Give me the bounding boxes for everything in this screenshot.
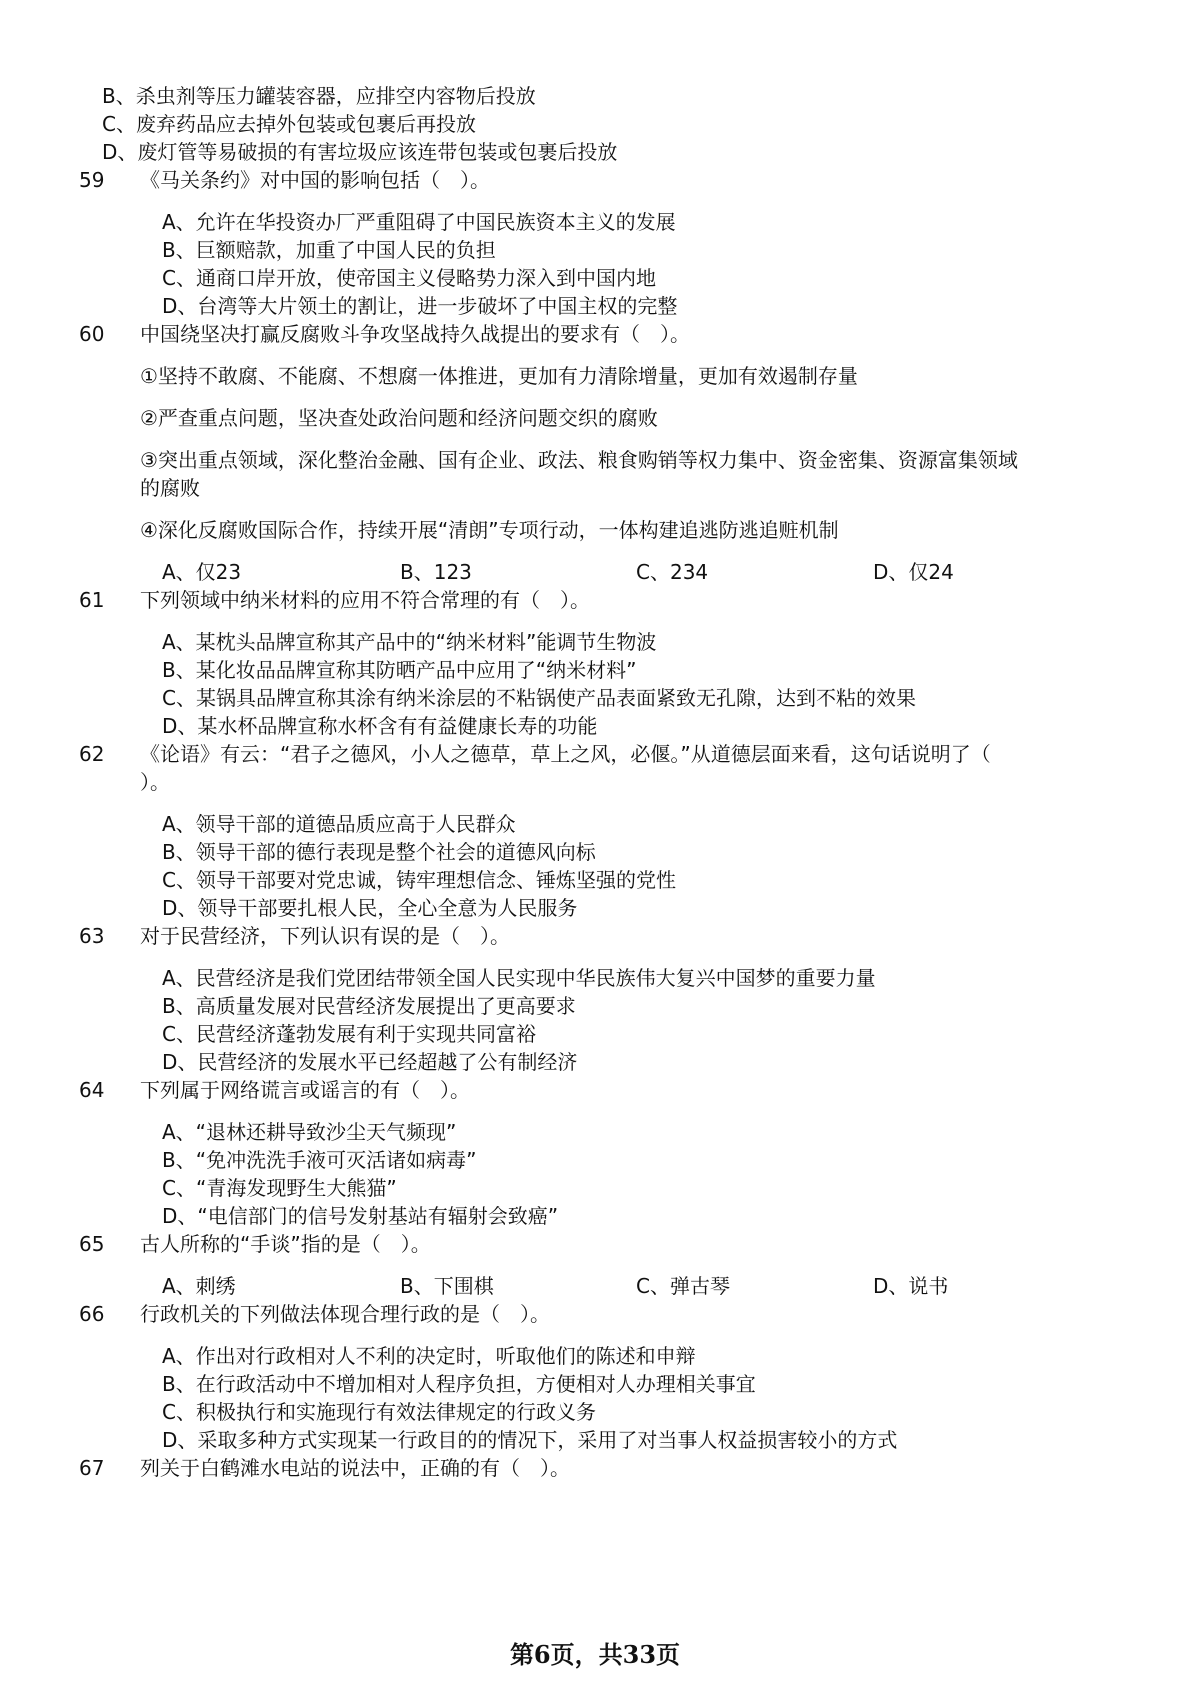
- option-c: C、某锅具品牌宣称其涂有纳米涂层的不粘锅使产品表面紧致无孔隙，达到不粘的效果: [162, 686, 916, 710]
- option-d: D、说书: [873, 1274, 949, 1298]
- option-b: B、巨额赔款，加重了中国人民的负担: [162, 238, 496, 262]
- option-c: C、234: [636, 560, 709, 584]
- option-b: B、领导干部的德行表现是整个社会的道德风向标: [162, 840, 596, 864]
- option-a: A、民营经济是我们党团结带领全国人民实现中华民族伟大复兴中国梦的重要力量: [162, 966, 876, 990]
- option-b: B、杀虫剂等压力罐装容器，应排空内容物后投放: [102, 84, 536, 108]
- page-number-footer: 第6页，共33页: [509, 1640, 681, 1669]
- option-b: B、123: [400, 560, 472, 584]
- option-a: A、刺绣: [162, 1274, 236, 1298]
- option-d: D、某水杯品牌宣称水杯含有有益健康长寿的功能: [162, 714, 598, 738]
- question-number: 64: [79, 1078, 105, 1102]
- question-number: 61: [79, 588, 105, 612]
- question-text: 下列领域中纳米材料的应用不符合常理的有（ ）。: [140, 588, 590, 612]
- question-number: 60: [79, 322, 105, 346]
- option-d: D、“电信部门的信号发射基站有辐射会致癌”: [162, 1204, 559, 1228]
- statement-item: ①坚持不敢腐、不能腐、不想腐一体推进，更加有力清除增量，更加有效遏制存量: [140, 364, 858, 388]
- question-text: 《马关条约》对中国的影响包括（ ）。: [140, 168, 490, 192]
- question-number: 67: [79, 1456, 105, 1480]
- statement-item: ②严查重点问题，坚决查处政治问题和经济问题交织的腐败: [140, 406, 658, 430]
- option-b: B、“免冲洗洗手液可灭活诸如病毒”: [162, 1148, 477, 1172]
- option-c: C、民营经济蓬勃发展有利于实现共同富裕: [162, 1022, 536, 1046]
- question-text: 古人所称的“手谈”指的是（ ）。: [140, 1232, 431, 1256]
- question-text: 下列属于网络谎言或谣言的有（ ）。: [140, 1078, 470, 1102]
- option-d: D、采取多种方式实现某一行政目的的情况下，采用了对当事人权益损害较小的方式: [162, 1428, 898, 1452]
- question-text-continued: ）。: [140, 770, 170, 794]
- option-c: C、弹古琴: [636, 1274, 730, 1298]
- option-a: A、仅23: [162, 560, 242, 584]
- option-c: C、废弃药品应去掉外包装或包裹后再投放: [102, 112, 476, 136]
- option-c: C、积极执行和实施现行有效法律规定的行政义务: [162, 1400, 596, 1424]
- question-text: 对于民营经济，下列认识有误的是（ ）。: [140, 924, 510, 948]
- question-text: 《论语》有云：“君子之德风，小人之德草，草上之风，必偃。”从道德层面来看，这句话说明了（: [140, 742, 991, 766]
- option-d: D、民营经济的发展水平已经超越了公有制经济: [162, 1050, 578, 1074]
- option-a: A、作出对行政相对人不利的决定时，听取他们的陈述和申辩: [162, 1344, 696, 1368]
- question-number: 63: [79, 924, 105, 948]
- option-d: D、台湾等大片领土的割让，进一步破坏了中国主权的完整: [162, 294, 678, 318]
- option-b: B、高质量发展对民营经济发展提出了更高要求: [162, 994, 576, 1018]
- option-b: B、某化妆品品牌宣称其防晒产品中应用了“纳米材料”: [162, 658, 637, 682]
- option-a: A、允许在华投资办厂严重阻碍了中国民族资本主义的发展: [162, 210, 676, 234]
- question-text: 行政机关的下列做法体现合理行政的是（ ）。: [140, 1302, 550, 1326]
- question-number: 62: [79, 742, 105, 766]
- question-number: 66: [79, 1302, 105, 1326]
- option-d: D、领导干部要扎根人民，全心全意为人民服务: [162, 896, 578, 920]
- statement-item: ④深化反腐败国际合作，持续开展“清朗”专项行动，一体构建追逃防逃追赃机制: [140, 518, 839, 542]
- statement-item-continued: 的腐败: [140, 476, 200, 500]
- question-text: 中国绕坚决打赢反腐败斗争攻坚战持久战提出的要求有（ ）。: [140, 322, 690, 346]
- option-a: A、某枕头品牌宣称其产品中的“纳米材料”能调节生物波: [162, 630, 657, 654]
- option-a: A、领导干部的道德品质应高于人民群众: [162, 812, 516, 836]
- question-number: 65: [79, 1232, 105, 1256]
- option-d: D、废灯管等易破损的有害垃圾应该连带包装或包裹后投放: [102, 140, 618, 164]
- question-text: 列关于白鹤滩水电站的说法中，正确的有（ ）。: [140, 1456, 570, 1480]
- question-number: 59: [79, 168, 105, 192]
- option-b: B、在行政活动中不增加相对人程序负担，方便相对人办理相关事宜: [162, 1372, 756, 1396]
- option-c: C、通商口岸开放，使帝国主义侵略势力深入到中国内地: [162, 266, 656, 290]
- option-b: B、下围棋: [400, 1274, 494, 1298]
- option-a: A、“退林还耕导致沙尘天气频现”: [162, 1120, 457, 1144]
- option-d: D、仅24: [873, 560, 954, 584]
- statement-item: ③突出重点领域，深化整治金融、国有企业、政法、粮食购销等权力集中、资金密集、资源富集领域: [140, 448, 1018, 472]
- option-c: C、领导干部要对党忠诚，铸牢理想信念、锤炼坚强的党性: [162, 868, 676, 892]
- option-c: C、“青海发现野生大熊猫”: [162, 1176, 397, 1200]
